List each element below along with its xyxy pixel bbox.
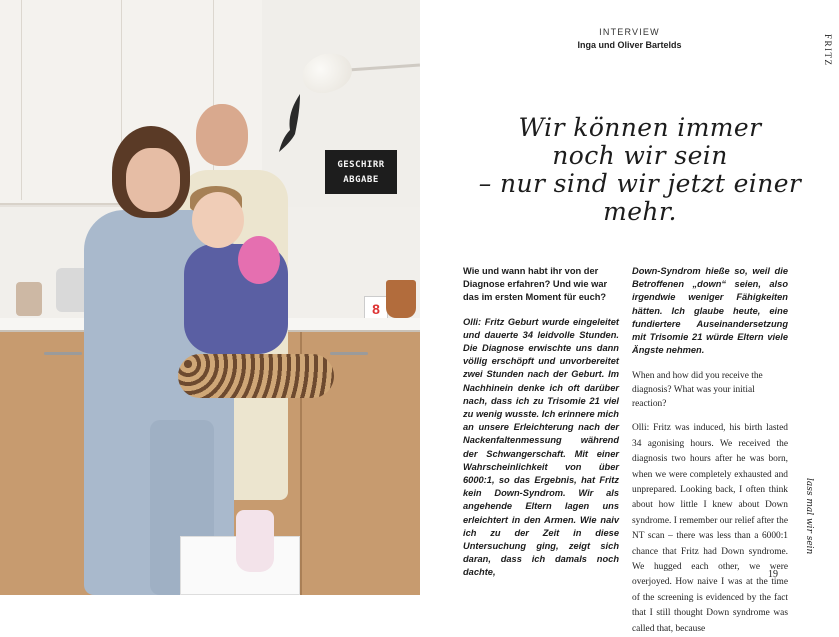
page-number: 19 bbox=[768, 569, 778, 580]
running-head: FRITZ bbox=[823, 34, 833, 67]
child-head bbox=[192, 192, 244, 248]
family-photo bbox=[0, 0, 420, 595]
text-column-left bbox=[463, 265, 619, 580]
calendar-day: 8 bbox=[372, 301, 380, 317]
sign-line-1: GESCHIRR bbox=[337, 159, 385, 170]
mother-face bbox=[126, 148, 180, 212]
headline-line-3: – nur sind wir jetzt einer bbox=[478, 169, 802, 198]
answer-german-part-2: Down-Syndrom hieße so, weil die Betroffenen „down“ seien, also irgendwie weniger Fähigkeiten hätten. Ich glaube heute, eine fundiertere Auseinandersetzung mit Trisomie 21 würde Eltern viele Ängste nehmen. bbox=[632, 266, 788, 356]
pull-quote-headline bbox=[470, 114, 810, 226]
pink-toy bbox=[238, 236, 280, 284]
father-head bbox=[196, 104, 248, 166]
wall-sign bbox=[325, 150, 397, 194]
interviewee-names: Inga und Oliver Bartelds bbox=[577, 40, 682, 50]
bird-decoration-icon bbox=[278, 92, 306, 154]
answer-german-part-1: Olli: Fritz Geburt wurde eingeleitet und dauerte 34 leidvolle Stunden. Die Diagnose erwischte uns dann völlig erschöpft und unvorbereitet zwei Stunden nach der Geburt. Im Nachhinein denke ich oft darüber nach, dass ich zu Trisomie 21 viel zu wenig wusste. Ich erinnere mich an unsere Erleichterung nach der Nackenfaltenmessung während der Schwangerschaft. Mit einer Wahrscheinlichkeit von über 6000:1, so das Ergebnis, hat Fritz kein Down-Syndrom. Wir als angehende Eltern lagen uns erleichtert in den Armen. Wie naiv ich zu der Zeit in diese Untersuchung ging, zeigt sich daran, dass ich damals noch dachte, bbox=[463, 316, 619, 578]
spice-jar bbox=[16, 282, 42, 316]
sign-line-2: ABGABE bbox=[343, 174, 379, 185]
question-english: When and how did you receive the diagnosis? What was your initial reaction? bbox=[632, 371, 763, 410]
sock bbox=[236, 510, 274, 572]
question-german: Wie und wann habt ihr von der Diagnose erfahren? Und wie war das im ersten Moment für euch? bbox=[463, 266, 608, 303]
headline-line-1: Wir können immer bbox=[518, 113, 762, 142]
section-kicker: INTERVIEW bbox=[599, 27, 660, 37]
answer-english: Olli: Fritz was induced, his birth lasted 34 agonising hours. We received the diagnosis two hours after he was born, when we were completely exhausted and unprepared. Looking back, I often think about how little I knew about Down syndrome. I remember our relief after the NT scan – there was less than a 6000:1 chance that Fritz had Down syndrome. We hugged each other, we were overjoyed. How naive I was at the time of the screening is evidenced by the fact that I still thought Down syndrome was called that, because bbox=[632, 423, 788, 634]
headline-line-4: mehr. bbox=[603, 197, 677, 226]
child-leopard-leggings bbox=[178, 354, 334, 398]
text-column-right bbox=[632, 265, 788, 637]
headline-line-2: noch wir sein bbox=[552, 141, 728, 170]
potted-plant bbox=[386, 280, 416, 318]
vertical-tagline: lass mal wir sein bbox=[804, 478, 814, 555]
